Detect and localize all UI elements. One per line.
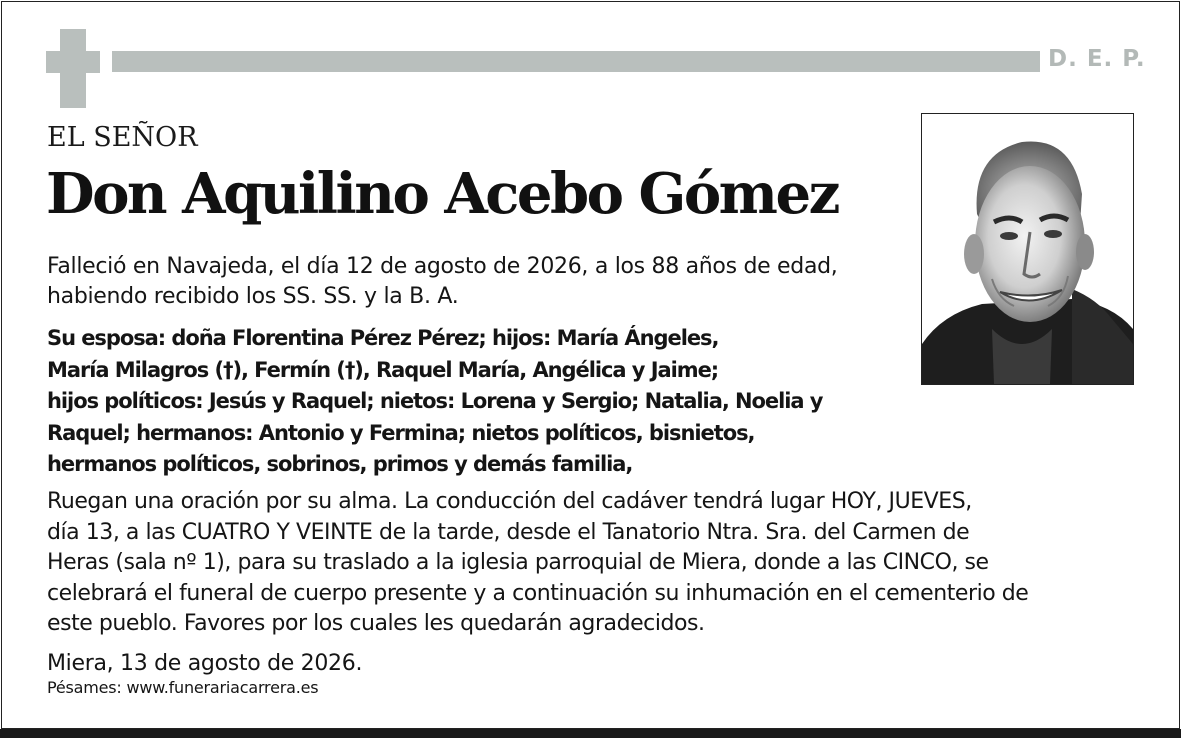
bottom-bar: [0, 729, 1181, 738]
portrait-illustration: [922, 114, 1133, 384]
family-line: María Milagros (†), Fermín (†), Raquel María, Angélica y Jaime;: [47, 357, 719, 382]
death-notice: [47, 252, 837, 312]
honorific: EL SEÑOR: [47, 122, 198, 153]
header-rule: [112, 51, 1040, 72]
funeral-line: Ruegan una oración por su alma. La conducción del cadáver tendrá lugar HOY, JUEVES,: [47, 489, 972, 514]
family-line: Raquel; hermanos: Antonio y Fermina; nietos políticos, bisnietos,: [47, 420, 755, 445]
funeral-line: Heras (sala nº 1), para su traslado a la iglesia parroquial de Miera, donde a las CINCO, se: [47, 550, 989, 575]
portrait-photo: [921, 113, 1134, 385]
family-line: Su esposa: doña Florentina Pérez Pérez; hijos: María Ángeles,: [47, 326, 719, 350]
death-notice-line: habiendo recibido los SS. SS. y la B. A.: [47, 284, 459, 309]
condolences-website: Pésames: www.funerariacarrera.es: [47, 678, 319, 697]
cross-icon-arm: [46, 51, 100, 73]
family-line: hijos políticos: Jesús y Raquel; nietos: Lorena y Sergio; Natalia, Noelia y: [47, 389, 823, 413]
funeral-line: día 13, a las CUATRO Y VEINTE de la tarde, desde el Tanatorio Ntra. Sra. del Carmen de: [47, 519, 970, 545]
funeral-line: celebrará el funeral de cuerpo presente y a continuación su inhumación en el cementerio de: [47, 580, 1029, 606]
funeral-details: [47, 487, 1028, 640]
death-notice-line: Falleció en Navajeda, el día 12 de agosto de 2026, a los 88 años de edad,: [47, 254, 838, 279]
deceased-name: Don Aquilino Acebo Gómez: [46, 161, 838, 227]
dep-label: D. E. P.: [1048, 46, 1146, 72]
funeral-line: este pueblo. Favores por los cuales les quedarán agradecidos.: [47, 611, 705, 636]
place-date: Miera, 13 de agosto de 2026.: [47, 651, 363, 676]
family-line: hermanos políticos, sobrinos, primos y demás familia,: [47, 452, 633, 476]
family-list: [47, 323, 822, 481]
